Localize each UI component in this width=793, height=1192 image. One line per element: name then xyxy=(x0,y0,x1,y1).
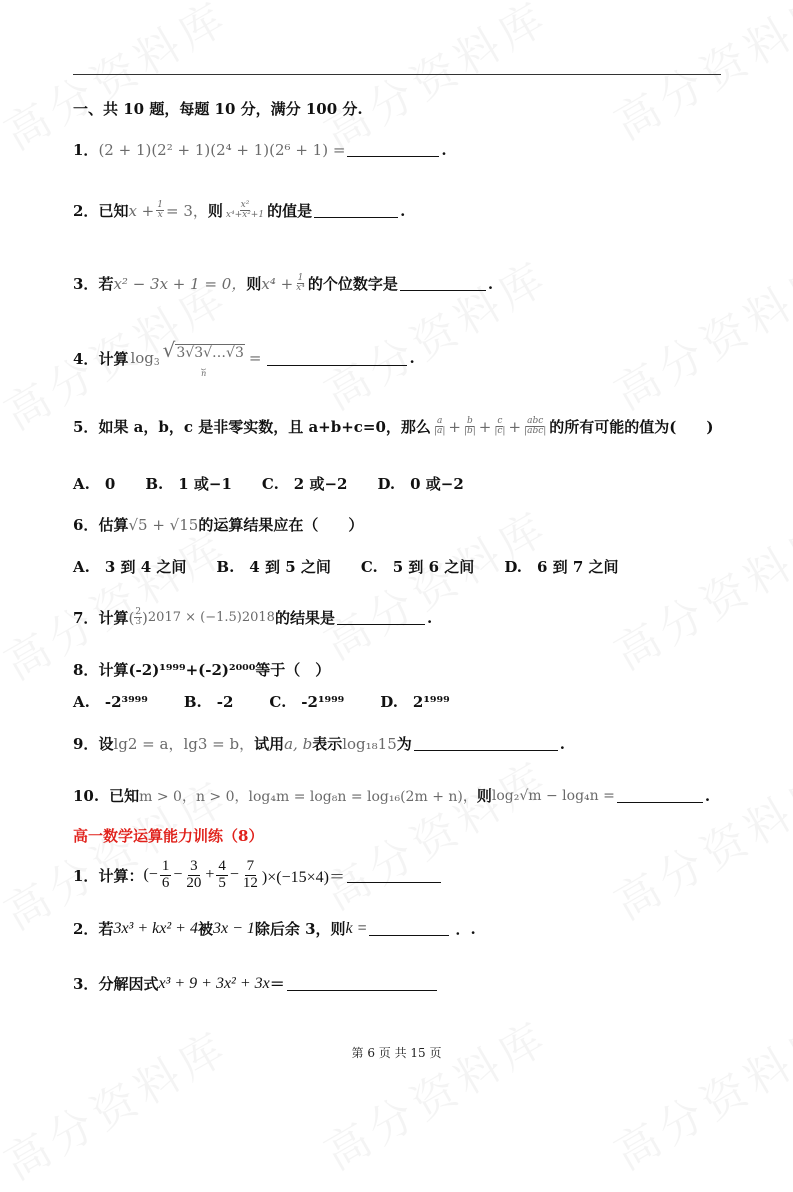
fraction-numerator: x² xyxy=(240,200,250,210)
question-text: 如果 a，b，c 是非零实数，且 a+b+c=0，那么 xyxy=(98,418,431,436)
watermark xyxy=(601,1002,793,1182)
question-text: 的个位数字是 xyxy=(307,275,398,293)
log-base: 3 xyxy=(153,358,160,368)
fraction-numerator: 3 xyxy=(190,858,198,874)
answer-blank[interactable] xyxy=(347,868,441,883)
question-text: 试用 xyxy=(254,735,285,753)
watermark xyxy=(311,1002,560,1182)
header-rule xyxy=(73,74,721,75)
section-header xyxy=(73,98,363,119)
question-6 xyxy=(73,514,363,535)
watermark xyxy=(0,1012,239,1192)
section-2-question-1: 1． 计算： (− $\frac{1}{6}$ − $\frac{3}{20}$ + $\frac{4}{5}$ − $\frac{7}{12}$ )×(−15×4)＝ xyxy=(73,859,443,892)
question-8-options xyxy=(73,691,480,712)
question-expression: (− xyxy=(143,866,158,884)
question-expression: log₁₈15 xyxy=(342,734,397,753)
section-2-question-3 xyxy=(73,973,439,994)
question-end: . xyxy=(704,786,711,805)
option-d[interactable]: D. 0 或−2 xyxy=(377,475,464,493)
question-number: 8． xyxy=(73,661,99,679)
question-text: 计算 xyxy=(98,349,129,368)
question-expression: = 3， xyxy=(165,202,208,220)
question-text: 计算(-2)¹⁹⁹⁹+(-2)²⁰⁰⁰等于（ ） xyxy=(98,661,331,679)
question-text: 表示 xyxy=(312,735,343,753)
option-b[interactable]: B. 4 到 5 之间 xyxy=(216,558,331,576)
question-number: 6． xyxy=(73,516,99,534)
fraction-numerator: a xyxy=(436,416,443,426)
question-number: 2． xyxy=(73,202,99,220)
question-9 xyxy=(73,733,565,754)
question-text: 分解因式 xyxy=(98,975,159,993)
question-text: 则 xyxy=(476,787,492,805)
question-expression: x + xyxy=(128,201,155,220)
watermark xyxy=(311,0,560,162)
answer-blank[interactable] xyxy=(369,921,449,936)
question-10 xyxy=(73,785,710,806)
fraction xyxy=(156,201,164,220)
question-text: 的所有可能的值为( ) xyxy=(549,418,714,436)
section-2-title xyxy=(73,825,263,846)
option-a[interactable]: A. 0 xyxy=(73,475,116,493)
question-6-options xyxy=(73,556,649,577)
fraction xyxy=(295,274,306,293)
nested-radical: √3√3√…√3 ⏟ n xyxy=(162,338,244,378)
answer-blank[interactable] xyxy=(287,976,437,991)
fraction-numerator: abc xyxy=(527,416,544,426)
question-expression: )×(−15×4)＝ xyxy=(261,868,345,886)
question-number: 1． xyxy=(73,866,99,885)
fraction-numerator: 1 xyxy=(161,858,170,874)
question-text: 的结果是 xyxy=(274,609,335,627)
fraction-numerator: 2 xyxy=(135,607,142,617)
question-expression: 3x − 1 xyxy=(212,919,255,937)
question-text: 的值是 xyxy=(267,202,313,220)
option-c[interactable]: C. -2¹⁹⁹⁹ xyxy=(269,693,345,711)
fraction-denominator: 6 xyxy=(161,874,170,891)
option-a[interactable]: A. -2³⁹⁹⁹ xyxy=(73,693,148,711)
brace-label: n xyxy=(201,369,207,378)
question-text: 则 xyxy=(246,275,262,293)
question-text: 设 xyxy=(98,735,114,753)
question-text: 计算： xyxy=(98,866,144,885)
watermark xyxy=(311,242,560,422)
question-end: . xyxy=(426,608,433,627)
option-d[interactable]: D. 2¹⁹⁹⁹ xyxy=(380,693,450,711)
option-c[interactable]: C. 2 或−2 xyxy=(261,475,348,493)
fraction-denominator: x xyxy=(157,210,163,220)
question-number: 7． xyxy=(73,609,99,627)
watermark xyxy=(601,752,793,932)
question-expression: (2 + 1)(2² + 1)(2⁴ + 1)(2⁶ + 1) = xyxy=(98,140,346,159)
fraction-denominator: x⁴ xyxy=(296,283,305,293)
question-expression: 3x³ + kx² + 4 xyxy=(113,919,198,937)
watermark xyxy=(0,0,239,162)
question-number: 5． xyxy=(73,418,99,436)
fraction-denominator: x⁴+x²+1 xyxy=(225,210,265,220)
question-expression: x⁴ + xyxy=(261,274,294,293)
fraction-denominator: |c| xyxy=(494,426,506,436)
question-text: 估算 xyxy=(98,516,129,534)
fraction xyxy=(134,608,142,627)
fraction-numerator: 7 xyxy=(246,858,255,874)
fraction xyxy=(493,417,506,436)
fraction xyxy=(433,417,446,436)
answer-blank[interactable] xyxy=(314,203,398,218)
question-expression: m > 0，n > 0，log₄m = log₈n = log₁₆(2m + n)， xyxy=(139,788,477,805)
question-8 xyxy=(73,659,330,680)
question-text: 的运算结果应在（ ） xyxy=(198,516,364,534)
fraction-denominator: |b| xyxy=(463,426,476,436)
question-text: 被 xyxy=(197,920,213,938)
question-text: 已知 xyxy=(98,202,129,220)
answer-blank[interactable] xyxy=(267,351,407,366)
question-end: . xyxy=(409,349,415,367)
option-b[interactable]: B. -2 xyxy=(183,693,234,711)
question-number: 3． xyxy=(73,275,99,293)
option-c[interactable]: C. 5 到 6 之间 xyxy=(360,558,475,576)
fraction-denominator: 5 xyxy=(218,874,226,891)
fraction-denominator: |a| xyxy=(433,426,446,436)
question-text: 若 xyxy=(98,275,114,293)
question-end: ．. xyxy=(455,920,476,938)
fraction xyxy=(523,417,547,436)
fraction xyxy=(241,859,260,892)
watermark xyxy=(601,0,793,152)
question-number: 1． xyxy=(73,141,99,159)
question-expression: k = xyxy=(345,919,368,937)
fraction xyxy=(216,859,228,892)
fraction-numerator: 4 xyxy=(218,858,226,874)
section-2-question-2 xyxy=(73,918,476,939)
question-expression: x³ + 9 + 3x² + 3x xyxy=(158,974,270,992)
question-expression: log₂√m − log₄n = xyxy=(491,787,615,804)
equals-sign: ＝ xyxy=(269,975,285,993)
answer-blank[interactable] xyxy=(400,276,486,291)
question-number: 4． xyxy=(73,349,99,368)
fraction-numerator: b xyxy=(466,416,473,426)
fraction-numerator: 1 xyxy=(157,200,163,210)
radical-body: 3√3√…√3 xyxy=(176,345,244,361)
fraction-denominator: 12 xyxy=(242,874,258,891)
answer-blank[interactable] xyxy=(337,610,425,625)
question-1 xyxy=(73,139,447,160)
question-4 xyxy=(73,338,415,378)
question-number: 10. xyxy=(73,786,100,805)
fraction-numerator: c xyxy=(497,416,503,426)
fraction xyxy=(160,859,172,892)
fraction xyxy=(184,859,203,892)
answer-blank[interactable] xyxy=(617,788,703,803)
watermark xyxy=(311,742,560,922)
question-number: 2． xyxy=(73,920,99,938)
fraction xyxy=(225,201,265,220)
fraction xyxy=(463,417,477,436)
question-expression: log xyxy=(130,349,154,367)
fraction-denominator: |abc| xyxy=(524,426,547,436)
answer-blank[interactable] xyxy=(414,736,558,751)
question-7: 7． 计算 ( $\frac{2}{3}$ ) 2017 × (−1.5)2018 的结果是 . xyxy=(73,607,433,627)
question-expression: x² − 3x + 1 = 0， xyxy=(113,275,247,293)
question-number: 9． xyxy=(73,735,99,753)
question-5-options xyxy=(73,473,494,494)
section-2-title-text: 高一数学运算能力训练（8） xyxy=(73,827,264,845)
question-expression: a, b xyxy=(284,734,313,753)
question-3 xyxy=(73,273,493,294)
question-number: 3． xyxy=(73,975,99,993)
question-text: 为 xyxy=(396,735,412,753)
fraction-numerator: 1 xyxy=(297,273,304,283)
question-text: 除后余 3，则 xyxy=(254,920,346,938)
page-footer: 第 6 页 共 15 页 xyxy=(351,1046,442,1060)
watermark xyxy=(601,242,793,422)
question-expression: 2017 × (−1.5)2018 xyxy=(147,610,275,625)
question-5: 5． 如果 a，b，c 是非零实数，且 a+b+c=0，那么 $\frac{a}{|a|}$ + $\frac{b}{|b|}$ + $\frac{c}{|c|}$ + $\frac{\text{abc}}{\text{|abc|}}$ 的所有可能的值为( ) xyxy=(73,416,714,436)
section-header-text: 一、共 10 题，每题 10 分，满分 100 分. xyxy=(73,100,363,118)
question-text: 若 xyxy=(98,920,114,938)
question-end: . xyxy=(487,274,494,293)
fraction-denominator: 20 xyxy=(186,874,202,891)
fraction-denominator: 3 xyxy=(135,617,142,627)
question-end: . xyxy=(559,734,566,753)
question-2 xyxy=(73,200,405,221)
question-expression: √5 + √15 xyxy=(128,515,199,534)
question-end: . xyxy=(400,201,406,220)
question-expression: lg2 = a，lg3 = b， xyxy=(113,735,255,753)
equals-sign: = xyxy=(248,349,262,367)
question-text: 则 xyxy=(207,202,223,220)
answer-blank[interactable] xyxy=(347,142,439,157)
question-text: 已知 xyxy=(109,787,140,805)
option-a[interactable]: A. 3 到 4 之间 xyxy=(73,558,187,576)
watermark xyxy=(601,502,793,682)
option-d[interactable]: D. 6 到 7 之间 xyxy=(504,558,619,576)
question-end: . xyxy=(441,140,447,159)
option-b[interactable]: B. 1 或−1 xyxy=(145,475,232,493)
question-text: 计算 xyxy=(98,609,129,627)
